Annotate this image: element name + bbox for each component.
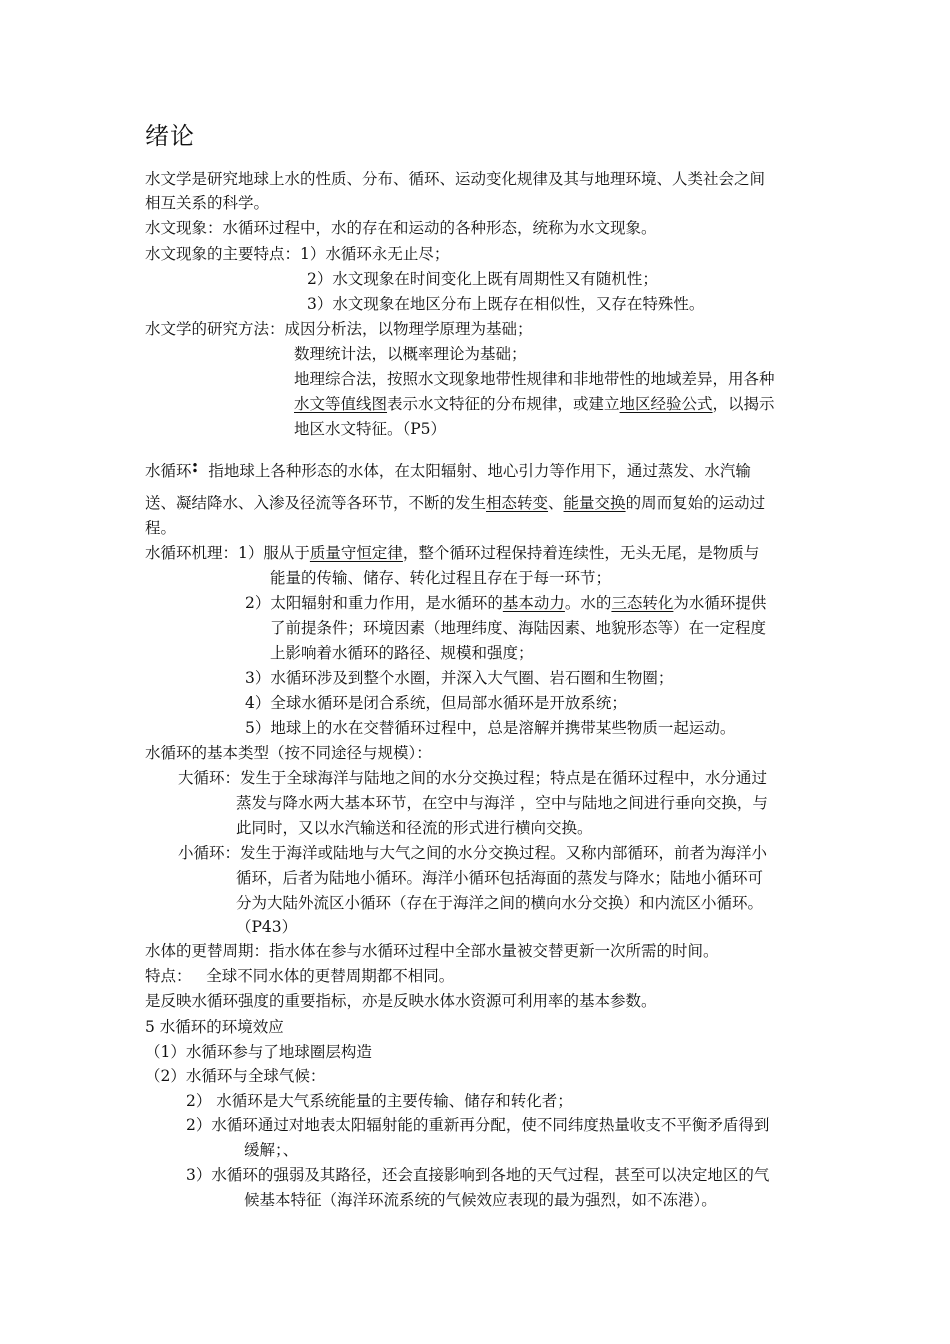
definition-line-2: 相互关系的科学。	[145, 194, 270, 212]
mechanism-point-3: 3）水循环涉及到整个水圈，并深入大气圈、岩石圈和生物圈；	[245, 669, 674, 687]
big-cycle-line-2: 蒸发与降水两大基本环节，在空中与海洋 ，空中与陆地之间进行垂向交换，与	[236, 794, 768, 812]
cycle-definition-line-1: 水循环: 指地球上各种形态的水体，在太阳辐射、地心引力等作用下，通过蒸发、水汽输	[145, 455, 751, 480]
method-3-line-2: 水文等值线图表示水文特征的分布规律，或建立地区经验公式，以揭示	[294, 395, 775, 413]
mechanism-point-1-line-2: 能量的传输、储存、转化过程且存在于每一环节；	[270, 569, 612, 587]
feature-item-1: 1）水循环永无止尽；	[300, 245, 450, 263]
mechanism-point-4: 4）全球水循环是闭合系统，但局部水循环是开放系统；	[245, 694, 627, 712]
underlined-term: 质量守恒定律	[309, 544, 403, 562]
underlined-term: 地区经验公式	[619, 395, 713, 413]
mechanism-point-2: 2）太阳辐射和重力作用，是水循环的基本动力。水的三态转化为水循环提供	[245, 594, 767, 612]
method-3-line-3: 地区水文特征。（P5）	[294, 420, 447, 438]
features-heading	[145, 242, 449, 266]
big-cycle-line-3: 此同时，又以水汽输送和径流的形式进行横向交换。	[236, 819, 593, 837]
method-3-line-1: 地理综合法，按照水文现象地带性规律和非地带性的地域差异，用各种	[294, 370, 775, 388]
big-cycle-line-1: 大循环：发生于全球海洋与陆地之间的水分交换过程；特点是在循环过程中，水分通过	[178, 769, 768, 787]
effect-2: （2）水循环与全球气候：	[145, 1067, 326, 1085]
feature-item-3: 3）水文现象在地区分布上既存在相似性，又存在特殊性。	[307, 295, 705, 313]
methods-label: 水文学的研究方法：	[145, 320, 285, 338]
cycle-definition-line-2: 送、凝结降水、入渗及径流等各环节，不断的发生相态转变、能量交换的周而复始的运动过	[145, 494, 766, 512]
renewal-indicator: 是反映水循环强度的重要指标，亦是反映水体水资源可利用率的基本参数。	[145, 992, 657, 1010]
methods-heading	[145, 317, 533, 341]
underlined-term: 基本动力	[502, 594, 565, 612]
renewal-feature: 特点： 全球不同水体的更替周期都不相同。	[145, 967, 455, 985]
effect-2-sub-2-line-2: 缓解；、	[244, 1141, 299, 1159]
definition-line-1: 水文学是研究地球上水的性质、分布、循环、运动变化规律及其与地理环境、人类社会之间	[145, 170, 766, 188]
small-cycle-line-3: 分为大陆外流区小循环（存在于海洋之间的横向水分交换）和内流区小循环。	[236, 894, 764, 912]
underlined-term: 三态转化	[611, 594, 674, 612]
underlined-term: 水文等值线图	[294, 395, 388, 413]
cycle-label: 水循环	[145, 462, 192, 480]
method-2: 数理统计法，以概率理论为基础；	[294, 345, 527, 363]
effects-heading: 5 水循环的环境效应	[145, 1018, 284, 1036]
feature-item-2: 2）水文现象在时间变化上既有周期性又有随机性；	[307, 270, 658, 288]
effect-2-sub-3-line-1: 3）水循环的强弱及其路径，还会直接影响到各地的天气过程，甚至可以决定地区的气	[186, 1166, 770, 1184]
features-label: 水文现象的主要特点：	[145, 245, 301, 263]
types-heading: 水循环的基本类型（按不同途径与规模）：	[145, 744, 432, 762]
effect-2-sub-2-line-1: 2）水循环通过对地表太阳辐射能的重新再分配，使不同纬度热量收支不平衡矛盾得到	[186, 1116, 770, 1134]
mechanism-label: 水循环机理：	[145, 544, 239, 562]
underlined-term: 能量交换	[563, 494, 626, 512]
effect-2-sub-3-line-2: 候基本特征（海洋环流系统的气候效应表现的最为强烈，如不冻港）。	[244, 1191, 717, 1209]
small-cycle-line-1: 小循环：发生于海洋或陆地与大气之间的水分交换过程。又称内部循环，前者为海洋小	[178, 844, 768, 862]
underlined-term: 相态转变	[486, 494, 549, 512]
small-cycle-line-4: （P43）	[236, 918, 298, 936]
small-cycle-line-2: 循环，后者为陆地小循环。海洋小循环包括海面的蒸发与降水；陆地小循环可	[236, 869, 764, 887]
mechanism-point-2-line-2: 了前提条件；环境因素（地理纬度、海陆因素、地貌形态等）在一定程度	[270, 619, 767, 637]
effect-2-sub-1: 2） 水循环是大气系统能量的主要传输、储存和转化者；	[186, 1092, 573, 1110]
mechanism-point-5: 5）地球上的水在交替循环过程中，总是溶解并携带某些物质一起运动。	[245, 719, 736, 737]
cycle-definition-line-3: 程。	[145, 519, 177, 537]
mechanism-point-1: 水循环机理：1）服从于质量守恒定律，整个循环过程保持着连续性，无头无尾，是物质与	[145, 544, 760, 562]
phenomenon-definition: 水文现象：水循环过程中，水的存在和运动的各种形态，统称为水文现象。	[145, 219, 657, 237]
mechanism-point-2-line-3: 上影响着水循环的路径、规模和强度；	[270, 644, 534, 662]
method-1: 成因分析法，以物理学原理为基础；	[284, 320, 533, 338]
renewal-definition: 水体的更替周期：指水体在参与水循环过程中全部水量被交替更新一次所需的时间。	[145, 942, 719, 960]
effect-1: （1）水循环参与了地球圈层构造	[145, 1043, 372, 1061]
page-title: 绪论	[145, 122, 195, 150]
